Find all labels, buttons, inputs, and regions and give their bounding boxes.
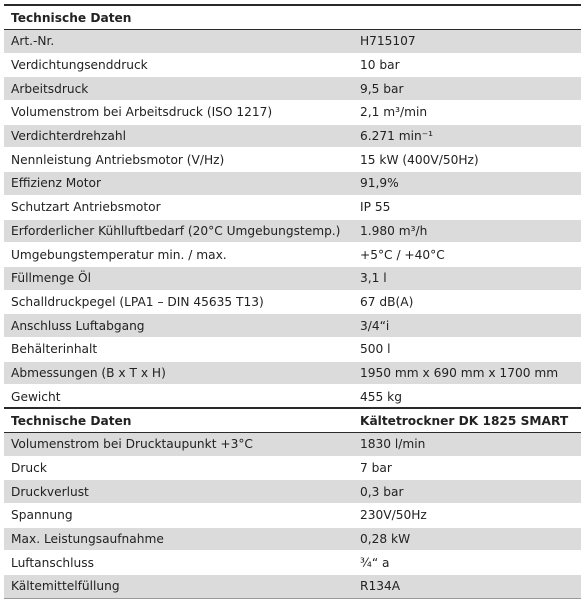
table-row <box>4 148 581 172</box>
spec-value: 1950 mm x 690 mm x 1700 mm <box>354 361 581 385</box>
spec-label: Gewicht <box>4 385 354 409</box>
table-row <box>4 575 581 599</box>
spec-label: Volumenstrom bei Arbeitsdruck (ISO 1217) <box>4 101 354 125</box>
spec-label: Luftanschluss <box>4 551 354 575</box>
spec-label: Spannung <box>4 504 354 528</box>
table-row <box>4 361 581 385</box>
table-row <box>4 433 581 457</box>
table-row <box>4 527 581 551</box>
table-row <box>4 551 581 575</box>
spec-label: Effizienz Motor <box>4 172 354 196</box>
spec-value: 0,3 bar <box>354 480 581 504</box>
spec-value: 500 l <box>354 337 581 361</box>
spec-value: 3/4“i <box>354 314 581 338</box>
table-header-value <box>354 5 581 30</box>
spec-label: Füllmenge Öl <box>4 266 354 290</box>
spec-label: Druck <box>4 456 354 480</box>
table-header-value: Kältetrockner DK 1825 SMART <box>354 408 581 433</box>
spec-value: 7 bar <box>354 456 581 480</box>
spec-value: 67 dB(A) <box>354 290 581 314</box>
table-row <box>4 172 581 196</box>
spec-label: Nennleistung Antriebsmotor (V/Hz) <box>4 148 354 172</box>
table-row <box>4 266 581 290</box>
spec-value: 1.980 m³/h <box>354 219 581 243</box>
table-row <box>4 504 581 528</box>
table-row <box>4 385 581 409</box>
spec-value: 230V/50Hz <box>354 504 581 528</box>
spec-label: Erforderlicher Kühlluftbedarf (20°C Umgebungstemp.) <box>4 219 354 243</box>
spec-label: Kältemittelfüllung <box>4 575 354 599</box>
table-title: Technische Daten <box>4 408 354 433</box>
table-row <box>4 290 581 314</box>
spec-label: Art.-Nr. <box>4 30 354 54</box>
table-row <box>4 480 581 504</box>
table-row <box>4 337 581 361</box>
spec-value: +5°C / +40°C <box>354 243 581 267</box>
spec-label: Volumenstrom bei Drucktaupunkt +3°C <box>4 433 354 457</box>
spec-value: IP 55 <box>354 195 581 219</box>
spec-label: Schutzart Antriebsmotor <box>4 195 354 219</box>
spec-label: Abmessungen (B x T x H) <box>4 361 354 385</box>
spec-value: R134A <box>354 575 581 599</box>
spec-value: 10 bar <box>354 53 581 77</box>
table-row <box>4 101 581 125</box>
spec-value: 15 kW (400V/50Hz) <box>354 148 581 172</box>
dryer-data-table <box>4 407 581 599</box>
technical-data-table <box>4 4 581 409</box>
table-row <box>4 219 581 243</box>
spec-value: 9,5 bar <box>354 77 581 101</box>
table-row <box>4 124 581 148</box>
table-row <box>4 53 581 77</box>
spec-value: 1830 l/min <box>354 433 581 457</box>
spec-value: ¾“ a <box>354 551 581 575</box>
spec-label: Max. Leistungsaufnahme <box>4 527 354 551</box>
spec-value: 455 kg <box>354 385 581 409</box>
spec-label: Anschluss Luftabgang <box>4 314 354 338</box>
spec-value: 0,28 kW <box>354 527 581 551</box>
spec-label: Schalldruckpegel (LPA1 – DIN 45635 T13) <box>4 290 354 314</box>
table-row <box>4 243 581 267</box>
table-title: Technische Daten <box>4 5 354 30</box>
spec-value: 3,1 l <box>354 266 581 290</box>
table-header-row <box>4 408 581 433</box>
spec-label: Umgebungstemperatur min. / max. <box>4 243 354 267</box>
spec-value: H715107 <box>354 30 581 54</box>
table-row <box>4 30 581 54</box>
table-header-row <box>4 5 581 30</box>
spec-value: 6.271 min⁻¹ <box>354 124 581 148</box>
spec-label: Druckverlust <box>4 480 354 504</box>
spec-label: Behälterinhalt <box>4 337 354 361</box>
spec-value: 91,9% <box>354 172 581 196</box>
spec-label: Verdichtungsenddruck <box>4 53 354 77</box>
table-row <box>4 195 581 219</box>
spec-label: Verdichterdrehzahl <box>4 124 354 148</box>
table-row <box>4 314 581 338</box>
spec-label: Arbeitsdruck <box>4 77 354 101</box>
table-row <box>4 77 581 101</box>
table-row <box>4 456 581 480</box>
spec-value: 2,1 m³/min <box>354 101 581 125</box>
